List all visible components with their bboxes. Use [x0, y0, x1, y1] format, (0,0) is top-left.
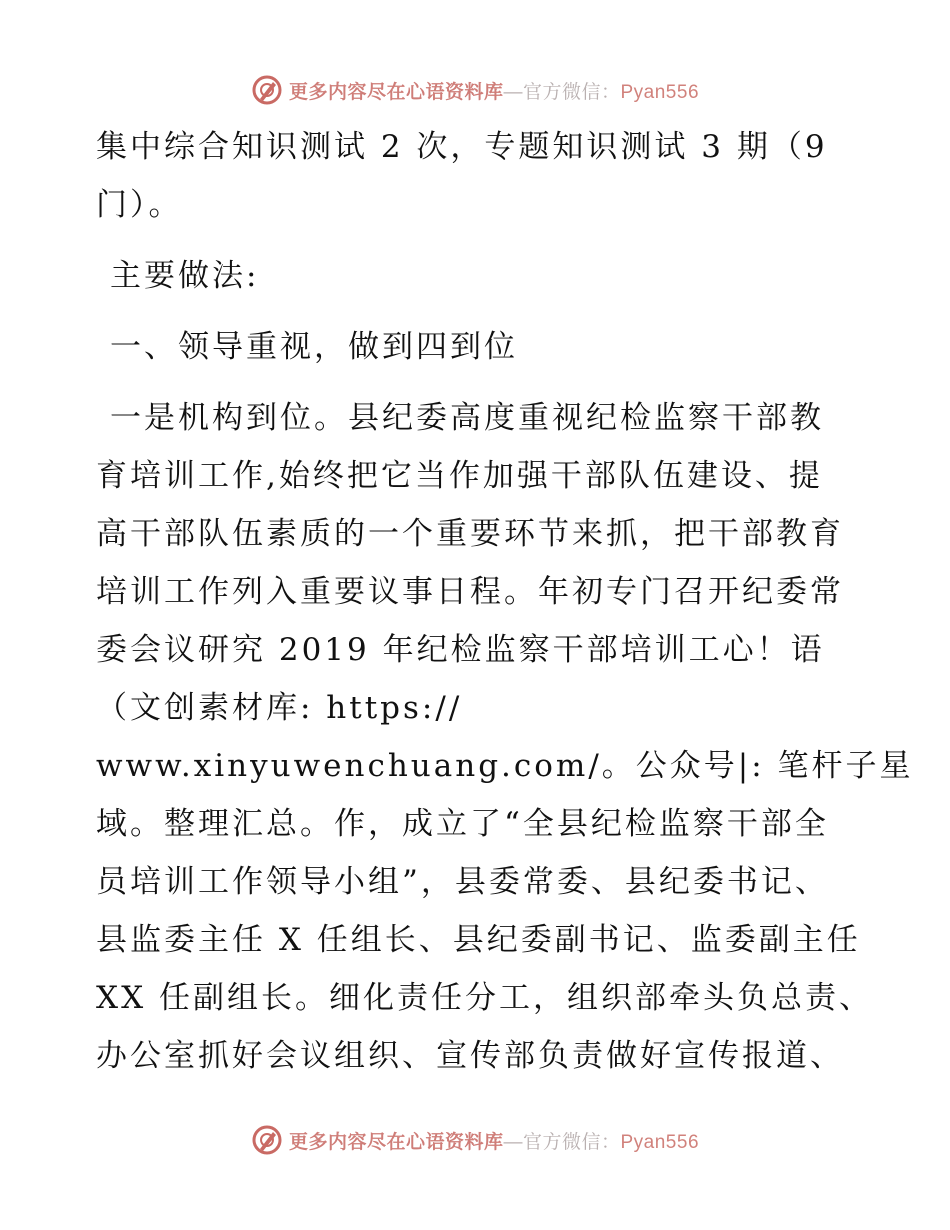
document-body	[96, 118, 914, 1085]
body-line: 高干部队伍素质的一个重要环节来抓，把干部教育	[96, 516, 844, 552]
body-line: 办公室抓好会议组织、宣传部负责做好宣传报道、	[96, 1038, 844, 1074]
watermark-brand: 更多内容尽在心语资料库	[288, 1131, 504, 1153]
header-watermark	[0, 70, 950, 110]
watermark-account: Pyan556	[620, 81, 700, 103]
section-heading: 主要做法:	[110, 258, 260, 294]
body-line: 育培训工作,始终把它当作加强干部队伍建设、提	[96, 458, 823, 494]
watermark-separator: —官方微信：	[503, 81, 621, 103]
section-heading: 一、领导重视，做到四到位	[110, 329, 518, 365]
pen-circle-icon	[251, 1124, 283, 1156]
body-line: 员培训工作领导小组”，县委常委、县纪委书记、	[96, 864, 829, 900]
body-line: 一是机构到位。县纪委高度重视纪检监察干部教	[110, 400, 824, 436]
footer-watermark	[0, 1120, 950, 1160]
body-line: 委会议研究 2019 年纪检监察干部培训工心！语	[96, 632, 825, 668]
watermark-brand: 更多内容尽在心语资料库	[288, 81, 504, 103]
watermark-separator: —官方微信：	[503, 1131, 621, 1153]
body-line: 门）。	[96, 187, 183, 223]
body-line: www.xinyuwenchuang.com/。公众号|: 笔杆子星	[96, 748, 914, 784]
body-line: XX 任副组长。细化责任分工，组织部牵头负总责、	[96, 980, 873, 1016]
body-line: 培训工作列入重要议事日程。年初专门召开纪委常	[96, 574, 844, 610]
watermark-account: Pyan556	[620, 1131, 700, 1153]
body-line: 集中综合知识测试 2 次，专题知识测试 3 期（9	[96, 129, 828, 165]
body-line: 域。整理汇总。作，成立了“全县纪检监察干部全	[96, 806, 829, 842]
body-line: （文创素材库: https://	[96, 690, 463, 726]
body-line: 县监委主任 X 任组长、县纪委副书记、监委副主任	[96, 922, 861, 958]
pen-circle-icon	[251, 74, 283, 106]
